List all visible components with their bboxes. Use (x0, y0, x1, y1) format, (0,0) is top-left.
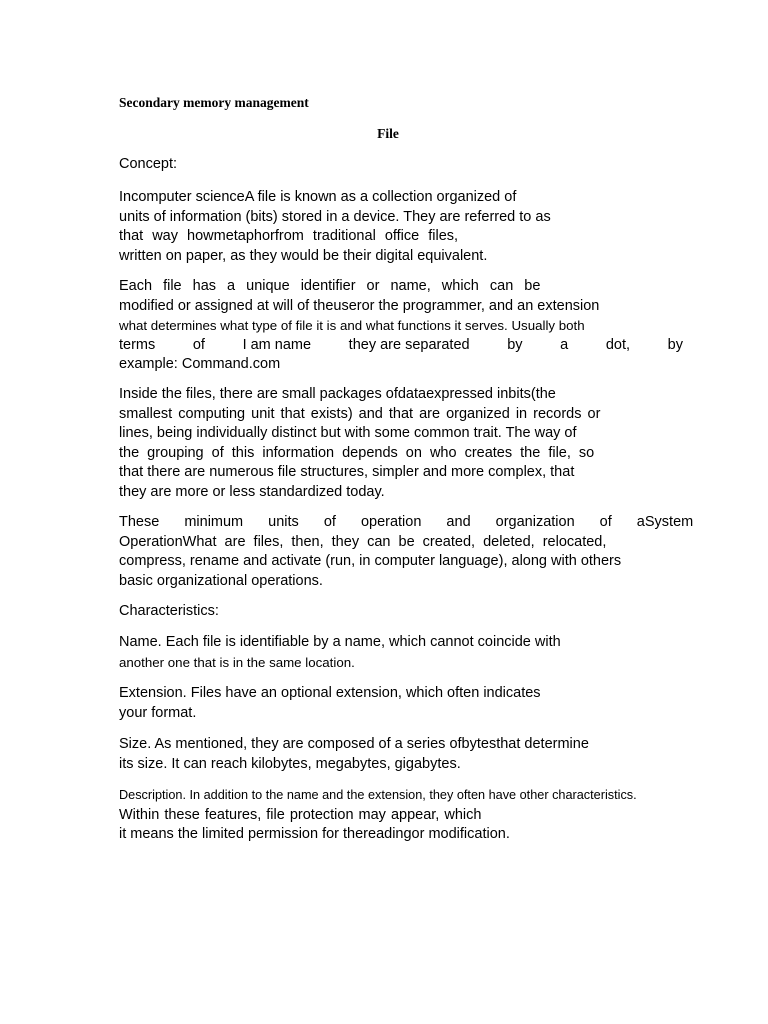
spread-word: terms (119, 336, 156, 353)
identifier-paragraph (119, 277, 683, 375)
size-paragraph (119, 735, 589, 774)
spread-word: a (560, 336, 569, 353)
description-paragraph (119, 786, 637, 845)
spread-word: by (667, 336, 683, 353)
paragraph-line: another one that is in the same location. (119, 654, 355, 670)
paragraph-line: its size. It can reach kilobytes, megabytes, gigabytes. (119, 755, 461, 772)
page-title: File (377, 126, 399, 141)
paragraph-line: modified or assigned at will of theuseror the programmer, and an extension (119, 297, 600, 314)
concept-label-paragraph (119, 155, 177, 175)
paragraph-line: example: Command.com (119, 356, 281, 372)
paragraph-line: Incomputer scienceA file is known as a collection organized of (119, 189, 517, 205)
paragraph-line: the grouping of this information depends on who creates the file, so (119, 444, 595, 461)
concept-paragraph (119, 188, 565, 266)
paragraph-line: OperationWhat are files, then, they can be created, deleted, relocated, (119, 533, 607, 550)
paragraph-line: they are more or less standardized today. (119, 483, 385, 500)
paragraph-line: compress, rename and activate (run, in computer language), along with others (119, 553, 622, 569)
paragraph-line: units of information (bits) stored in a device. They are referred to as (119, 208, 551, 225)
paragraph-line: basic organizational operations. (119, 572, 323, 589)
spread-word: of (192, 336, 205, 353)
paragraph-line: it means the limited permission for thereadingor modification. (119, 826, 510, 842)
concept-label: Concept: (119, 156, 178, 172)
paragraph-line: Size. As mentioned, they are composed of a series ofbytesthat determine (119, 736, 589, 752)
spread-word: dot, (605, 336, 631, 353)
characteristics-label-paragraph (119, 602, 219, 622)
name-paragraph (119, 633, 561, 672)
paragraph-line: written on paper, as they would be their digital equivalent. (119, 247, 488, 264)
paragraph-line: smallest computing unit that exists) and that are organized in records or (119, 405, 601, 422)
paragraph-line: These minimum units of operation and organization of aSystem (119, 514, 694, 530)
section-heading: Secondary memory management (119, 95, 309, 110)
paragraph-line: your format. (119, 704, 197, 721)
packages-paragraph (119, 385, 600, 502)
characteristics-label: Characteristics: (119, 603, 219, 619)
paragraph-line: Extension. Files have an optional extension, which often indicates (119, 685, 541, 701)
spread-word: they are separated (348, 336, 470, 353)
paragraph-line: Name. Each file is identifiable by a name, which cannot coincide with (119, 634, 561, 650)
paragraph-line: Description. In addition to the name and the extension, they often have other characteristics. (119, 788, 637, 802)
paragraph-line: Each file has a unique identifier or name, which can be (119, 278, 541, 294)
spread-word: by (507, 336, 523, 353)
paragraph-line: that way howmetaphorfrom traditional office files, (119, 228, 459, 244)
extension-paragraph (119, 684, 541, 723)
paragraph-line: that there are numerous file structures, simpler and more complex, that (119, 464, 575, 480)
spread-word: I am name (242, 336, 312, 353)
units-paragraph (119, 513, 693, 591)
paragraph-line: what determines what type of file it is and what functions it serves. Usually both (119, 318, 585, 333)
paragraph-line: lines, being individually distinct but with some common trait. The way of (119, 425, 577, 441)
paragraph-line-spread (119, 336, 683, 356)
paragraph-line: Inside the files, there are small packages ofdataexpressed inbits(the (119, 386, 556, 402)
paragraph-line: Within these features, file protection may appear, which (119, 806, 482, 823)
